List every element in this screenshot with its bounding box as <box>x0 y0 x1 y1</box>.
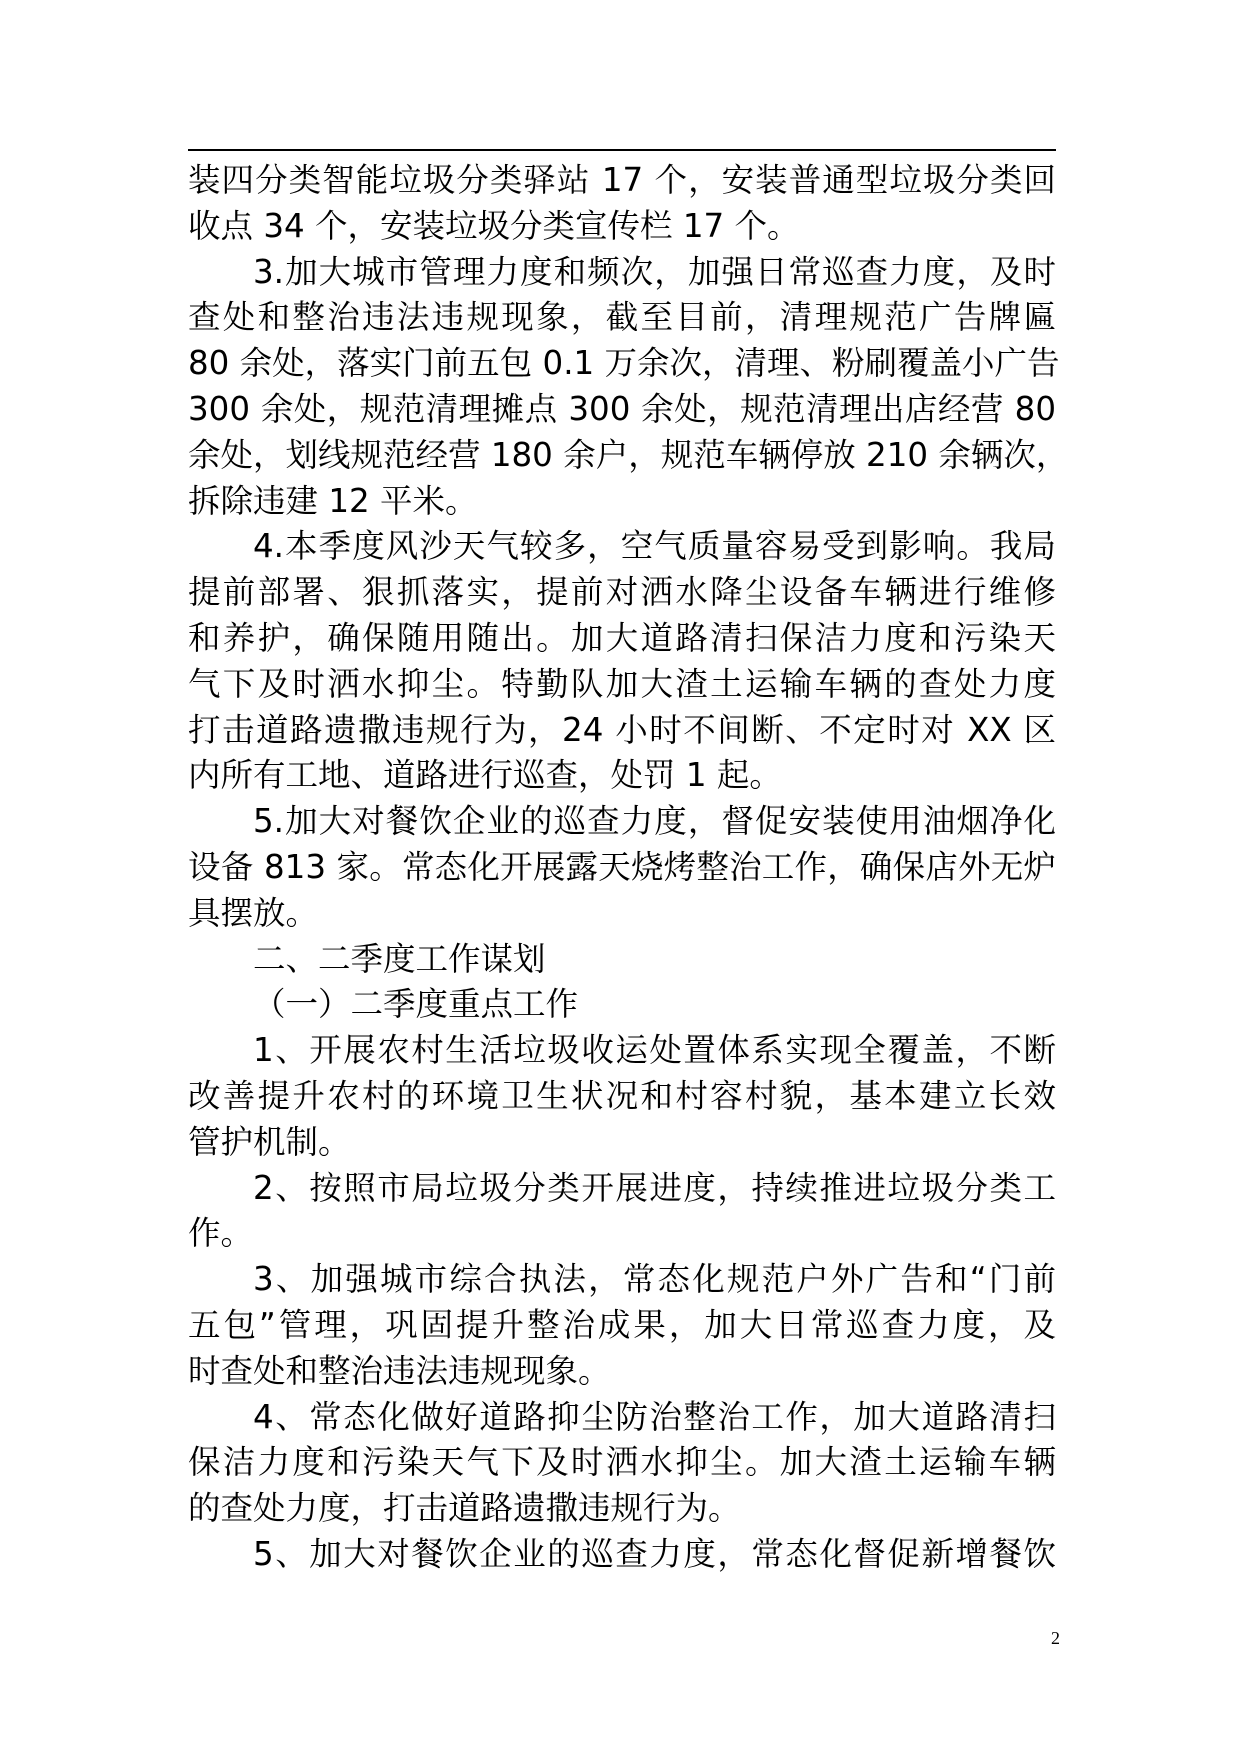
body-text <box>188 158 1069 1578</box>
text-line: 4、常态化做好道路抑尘防治整治工作，加大道路清扫 <box>253 1397 1056 1436</box>
text-line: 五包”管理，巩固提升整治成果，加大日常巡查力度，及 <box>188 1305 1056 1344</box>
text-line: 查处和整治违法违规现象，截至目前，清理规范广告牌匾 <box>188 298 1056 337</box>
text-line: 具摆放。 <box>188 893 319 932</box>
text-line: 的查处力度，打击道路遗撒违规行为。 <box>188 1489 741 1528</box>
page-number: 2 <box>1051 1628 1060 1648</box>
text-line: 300 余处，规范清理摊点 300 余处，规范清理出店经营 80 <box>188 389 1056 428</box>
text-line: 时查处和整治违法违规现象。 <box>188 1351 611 1390</box>
text-line: 2、按照市局垃圾分类开展进度，持续推进垃圾分类工 <box>253 1168 1056 1207</box>
text-line: 内所有工地、道路进行巡查，处罚 1 起。 <box>188 756 782 795</box>
text-line: 和养护，确保随用随出。加大道路清扫保洁力度和污染天 <box>188 618 1056 657</box>
text-line: 设备 813 家。常态化开展露天烧烤整治工作，确保店外无炉 <box>188 847 1056 886</box>
text-line: 装四分类智能垃圾分类驿站 17 个，安装普通型垃圾分类回 <box>188 161 1056 199</box>
text-line: 1、开展农村生活垃圾收运处置体系实现全覆盖，不断 <box>253 1031 1056 1070</box>
text-line: 管护机制。 <box>188 1122 351 1161</box>
text-line: 3、加强城市综合执法，常态化规范户外广告和“门前 <box>253 1260 1056 1299</box>
text-line: 打击道路遗撒违规行为，24 小时不间断、不定时对 XX 区 <box>188 710 1056 749</box>
text-line: 5、加大对餐饮企业的巡查力度，常态化督促新增餐饮 <box>253 1534 1056 1573</box>
text-line: 拆除违建 12 平米。 <box>188 481 478 520</box>
text-line: 收点 34 个，安装垃圾分类宣传栏 17 个。 <box>188 206 800 245</box>
text-line: 作。 <box>188 1214 254 1253</box>
text-line: 80 余处，落实门前五包 0.1 万余次，清理、粉刷覆盖小广告 <box>188 344 1060 383</box>
text-line: 二、二季度工作谋划 <box>253 939 546 978</box>
text-line: （一）二季度重点工作 <box>253 985 579 1024</box>
text-line: 5.加大对餐饮企业的巡查力度，督促安装使用油烟净化 <box>253 802 1056 841</box>
header-rule <box>188 149 1056 151</box>
text-line: 3.加大城市管理力度和频次，加强日常巡查力度，及时 <box>253 252 1056 291</box>
text-line: 保洁力度和污染天气下及时洒水抑尘。加大渣土运输车辆 <box>188 1443 1056 1482</box>
text-line: 气下及时洒水抑尘。特勤队加大渣土运输车辆的查处力度 <box>188 664 1056 703</box>
text-line: 改善提升农村的环境卫生状况和村容村貌，基本建立长效 <box>188 1076 1056 1115</box>
text-line: 提前部署、狠抓落实，提前对洒水降尘设备车辆进行维修 <box>188 573 1056 612</box>
text-line: 4.本季度风沙天气较多，空气质量容易受到影响。我局 <box>253 527 1056 566</box>
text-line: 余处，划线规范经营 180 余户，规范车辆停放 210 余辆次， <box>188 435 1069 474</box>
